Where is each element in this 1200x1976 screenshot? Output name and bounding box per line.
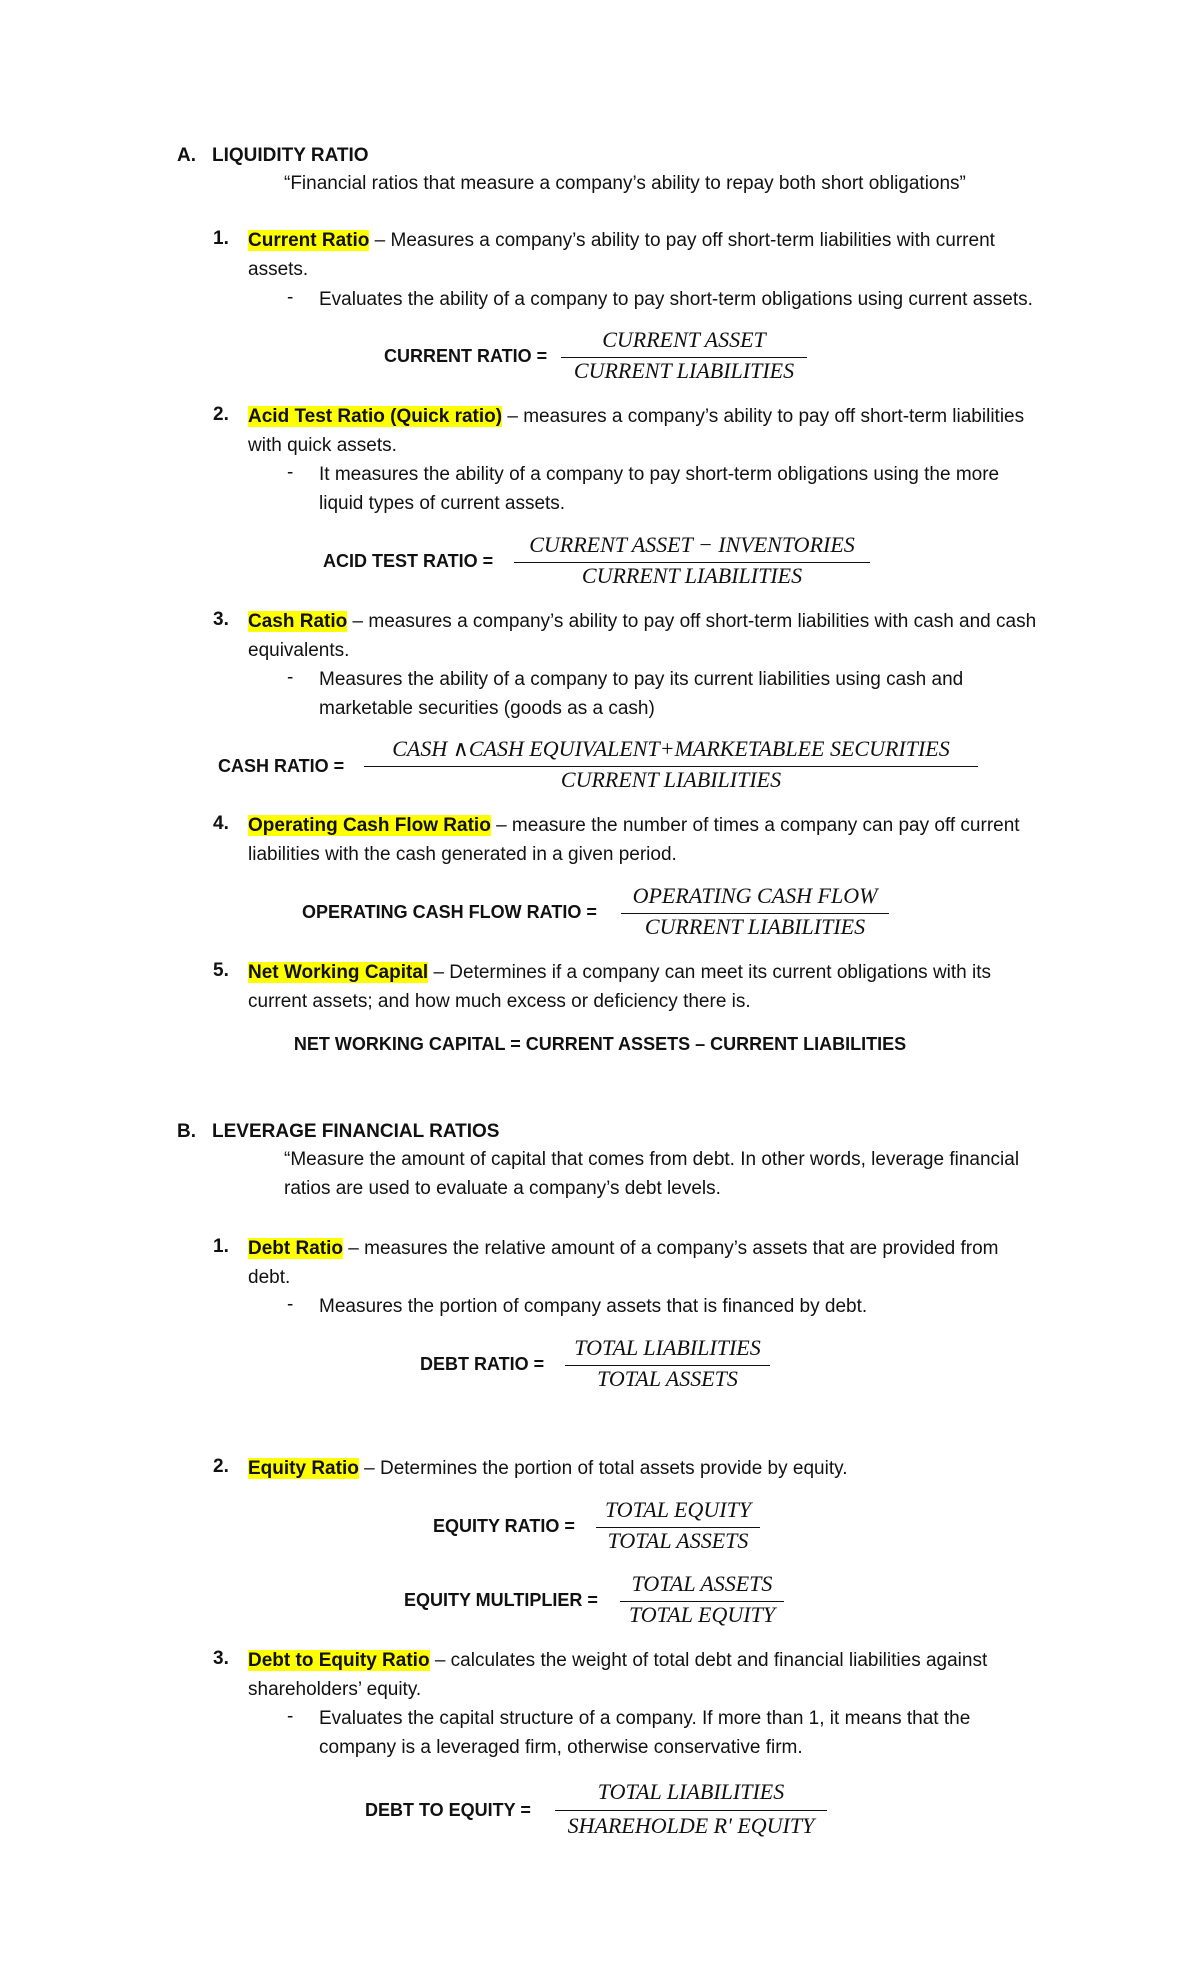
item-number: 3. xyxy=(213,609,229,630)
formula-denominator: TOTAL ASSETS xyxy=(597,1366,738,1391)
bullet-dash: - xyxy=(287,287,294,308)
formula-numerator: CURRENT ASSET − INVENTORIES xyxy=(529,532,855,557)
formula-numerator: TOTAL EQUITY xyxy=(604,1497,752,1522)
list-item-description: Debt Ratio – measures the relative amount of a company’s assets that are provided from xyxy=(248,1238,999,1259)
formula-label: CURRENT RATIO = xyxy=(384,346,548,366)
item-number: 1. xyxy=(213,1236,229,1257)
description-continuation: equivalents. xyxy=(248,640,350,661)
description-continuation: current assets; and how much excess or deficiency there is. xyxy=(248,991,751,1012)
formula-denominator: CURRENT LIABILITIES xyxy=(560,767,782,792)
formula-label: EQUITY RATIO = xyxy=(433,1516,575,1536)
formula-numerator: TOTAL ASSETS xyxy=(631,1571,773,1596)
term-highlight: Acid Test Ratio (Quick ratio) xyxy=(248,406,503,427)
formula-denominator: CURRENT LIABILITIES xyxy=(581,563,803,588)
section-b-title: LEVERAGE FINANCIAL RATIOS xyxy=(212,1121,500,1142)
term-highlight: Net Working Capital xyxy=(248,962,429,983)
item-number: 3. xyxy=(213,1648,229,1669)
list-item-description: Acid Test Ratio (Quick ratio) – measures a company’s ability to pay off short-term liabilities xyxy=(248,406,1025,427)
list-item-description: Net Working Capital – Determines if a company can meet its current obligations with its xyxy=(248,962,992,983)
section-a-title: LIQUIDITY RATIO xyxy=(212,145,369,166)
formula-fraction xyxy=(620,1571,784,1633)
list-item-description: Cash Ratio – measures a company’s ability to pay off short-term liabilities with cash and cash xyxy=(248,611,1037,632)
description-continuation: debt. xyxy=(248,1267,291,1288)
section-a-letter: A. xyxy=(177,145,196,166)
formula-numerator: TOTAL LIABILITIES xyxy=(574,1335,761,1360)
formula-fraction xyxy=(565,1335,770,1397)
list-item-description: Equity Ratio – Determines the portion of total assets provide by equity. xyxy=(248,1458,848,1479)
formula-label: EQUITY MULTIPLIER = xyxy=(404,1590,598,1610)
formula-denominator: CURRENT LIABILITIES xyxy=(573,358,795,383)
item-number: 5. xyxy=(213,960,229,981)
bullet-dash: - xyxy=(287,667,294,688)
term-highlight: Equity Ratio xyxy=(248,1458,359,1479)
section-b-quote-continuation: ratios are used to evaluate a company’s debt levels. xyxy=(284,1178,721,1199)
bullet-text: Measures the portion of company assets that is financed by debt. xyxy=(319,1296,868,1317)
list-item-description: Current Ratio – Measures a company’s ability to pay off short-term liabilities with current xyxy=(248,230,995,251)
bullet-text-continuation: company is a leveraged firm, otherwise conservative firm. xyxy=(319,1737,803,1758)
list-item-description: Debt to Equity Ratio – calculates the weight of total debt and financial liabilities against xyxy=(248,1650,988,1671)
formula-label: ACID TEST RATIO = xyxy=(323,551,494,571)
term-highlight: Operating Cash Flow Ratio xyxy=(248,815,491,836)
formula-fraction xyxy=(596,1497,760,1559)
item-number: 1. xyxy=(213,228,229,249)
description-continuation: with quick assets. xyxy=(248,435,397,456)
formula-numerator: CURRENT ASSET xyxy=(602,327,766,352)
formula-denominator: CURRENT LIABILITIES xyxy=(644,914,866,939)
bullet-text: Measures the ability of a company to pay its current liabilities using cash and xyxy=(319,669,964,690)
list-item-description: Operating Cash Flow Ratio – measure the number of times a company can pay off current xyxy=(248,815,1020,836)
formula-label: OPERATING CASH FLOW RATIO = xyxy=(302,902,597,922)
net-working-capital-formula: NET WORKING CAPITAL = CURRENT ASSETS – CURRENT LIABILITIES xyxy=(293,1034,907,1054)
formula-fraction xyxy=(364,736,978,798)
bullet-dash: - xyxy=(287,1294,294,1315)
bullet-text-continuation: marketable securities (goods as a cash) xyxy=(319,698,655,719)
bullet-text: Evaluates the capital structure of a company. If more than 1, it means that the xyxy=(319,1708,971,1729)
item-number: 2. xyxy=(213,1456,229,1477)
item-number: 2. xyxy=(213,404,229,425)
item-number: 4. xyxy=(213,813,229,834)
formula-fraction xyxy=(514,532,870,594)
term-highlight: Debt to Equity Ratio xyxy=(248,1650,430,1671)
formula-fraction xyxy=(561,327,807,389)
formula-numerator: CASH ∧CASH EQUIVALENT+MARKETABLEE SECURITIES xyxy=(392,736,950,761)
description-continuation: assets. xyxy=(248,259,309,280)
description-continuation: shareholders’ equity. xyxy=(248,1679,422,1700)
formula-label: DEBT RATIO = xyxy=(420,1354,545,1374)
section-b-letter: B. xyxy=(177,1121,196,1142)
formula-label: DEBT TO EQUITY = xyxy=(365,1800,531,1820)
section-b-quote: “Measure the amount of capital that comes from debt. In other words, leverage financial xyxy=(284,1149,1020,1170)
term-highlight: Cash Ratio xyxy=(248,611,348,632)
bullet-text: Evaluates the ability of a company to pay short-term obligations using current assets. xyxy=(319,289,1033,310)
term-highlight: Debt Ratio xyxy=(248,1238,343,1259)
formula-denominator: TOTAL ASSETS xyxy=(607,1528,749,1553)
bullet-text-continuation: liquid types of current assets. xyxy=(319,493,566,514)
formula-denominator: TOTAL EQUITY xyxy=(628,1602,776,1627)
formula-numerator: TOTAL LIABILITIES xyxy=(597,1779,785,1804)
bullet-dash: - xyxy=(287,1706,294,1727)
bullet-text: It measures the ability of a company to pay short-term obligations using the more xyxy=(319,464,1000,485)
section-a-quote: “Financial ratios that measure a company’s ability to repay both short obligations” xyxy=(284,173,966,194)
formula-fraction xyxy=(621,883,889,945)
term-highlight: Current Ratio xyxy=(248,230,370,251)
formula-numerator: OPERATING CASH FLOW xyxy=(632,883,878,908)
bullet-dash: - xyxy=(287,462,294,483)
description-continuation: liabilities with the cash generated in a given period. xyxy=(248,844,677,865)
formula-fraction xyxy=(555,1779,827,1845)
formula-label: CASH RATIO = xyxy=(218,756,345,776)
formula-denominator: SHAREHOLDE R' EQUITY xyxy=(567,1813,815,1838)
fraction-bar xyxy=(555,1810,827,1811)
